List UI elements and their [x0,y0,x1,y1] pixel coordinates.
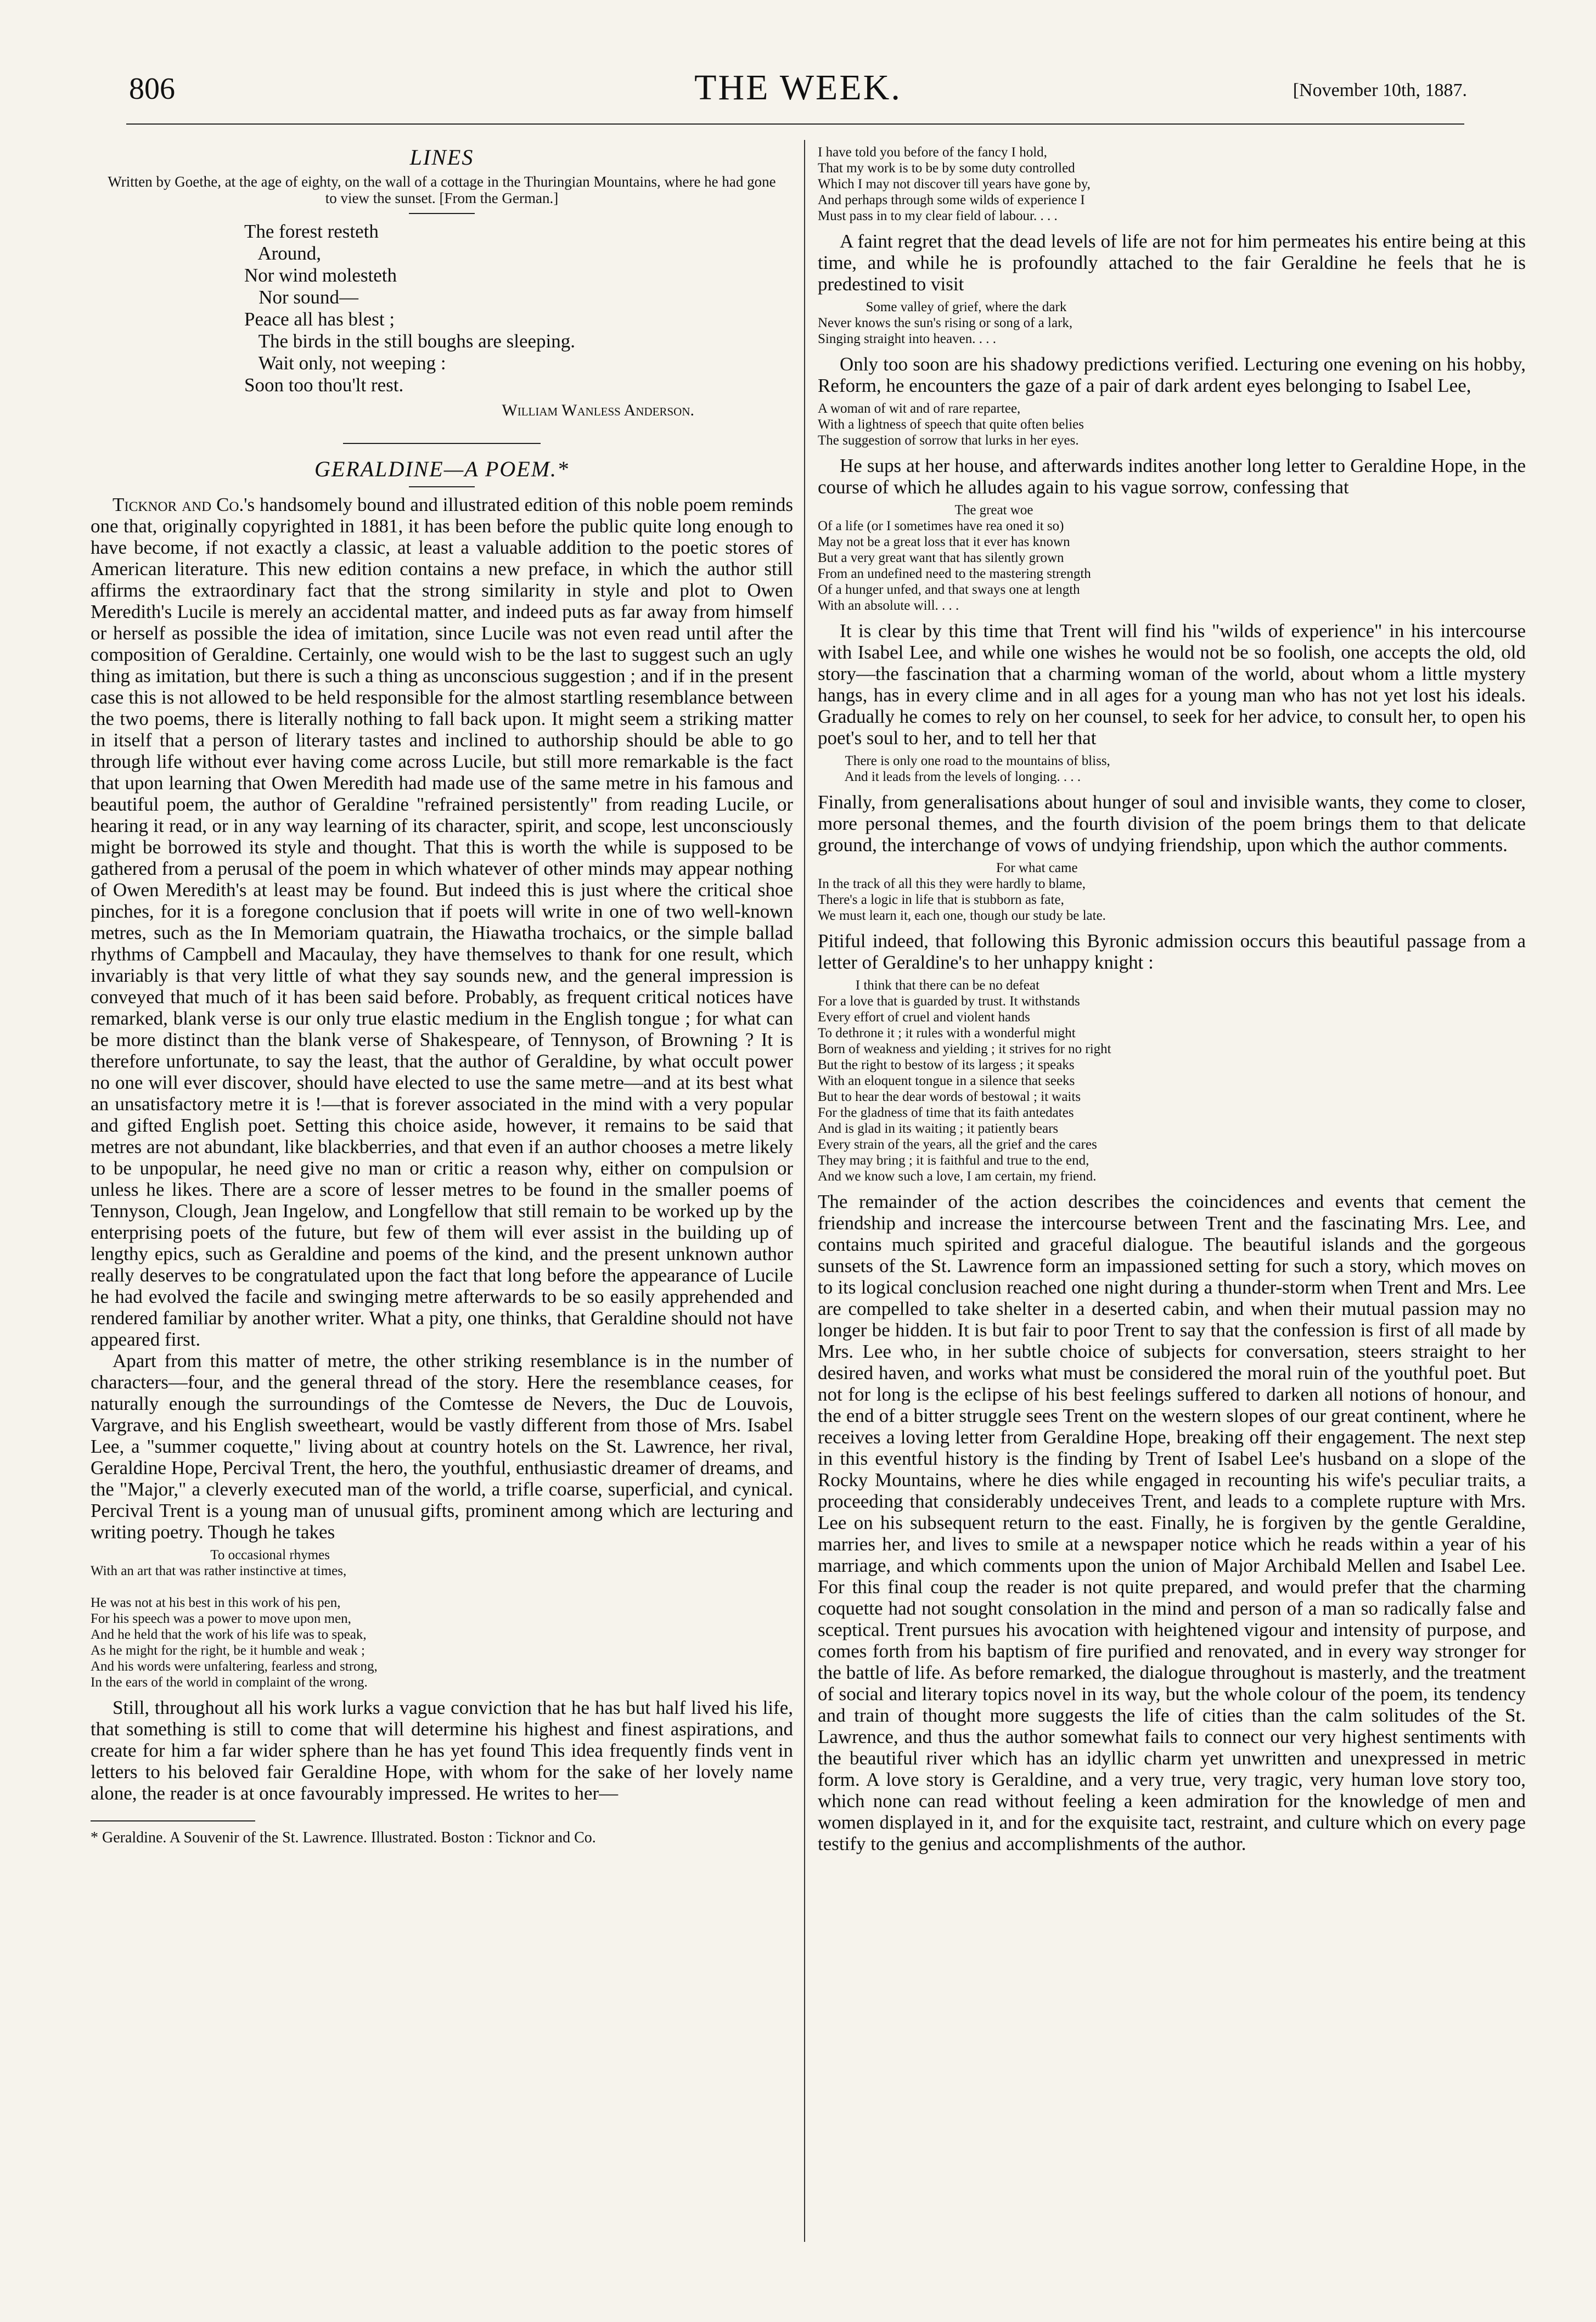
verse-line: To dethrone it ; it rules with a wonderful might [818,1026,1076,1041]
verse-line: From an undefined need to the mastering strength [818,566,1091,581]
verse-line: Must pass in to my clear field of labour. . . . [818,209,1058,223]
body-paragraph: Only too soon are his shadowy predictions verified. Lecturing one evening on his hobby, Reform, he encounters the gaze of a pair of dark ardent eyes belonging to Isabel Lee, [818,353,1526,396]
quoted-verse [818,753,1526,785]
review-title-rule [409,486,475,487]
section-rule [343,443,541,444]
verse-line: Of a hunger unfed, and that sways one at length [818,582,1080,597]
footnote: * Geraldine. A Souvenir of the St. Lawrence. Illustrated. Boston : Ticknor and Co. [91,1829,596,1846]
verse-line: We must learn it, each one, though our study be late. [818,908,1106,923]
quoted-verse [818,502,1526,614]
verse-line: Never knows the sun's rising or song of a lark, [818,316,1073,330]
lines-title: LINES [409,145,474,170]
column-divider [804,140,805,2242]
review-body-left [91,494,793,1804]
quoted-verse [818,860,1526,924]
quoted-verse [818,977,1526,1184]
poem-line: The forest resteth [244,221,379,242]
verse-line [91,1579,793,1595]
verse-line: With an art that was rather instinctive at times, [91,1564,347,1578]
verse-line: Singing straight into heaven. . . . [818,331,996,346]
lead-in: Ticknor and Co. [113,494,244,515]
poem-line: Nor sound— [244,286,359,308]
verse-line: And perhaps through some wilds of experience I [818,193,1085,207]
verse-line: With a lightness of speech that quite often belies [818,417,1084,432]
body-paragraph: He sups at her house, and afterwards indites another long letter to Geraldine Hope, in the course of which he alludes again to his vague sorrow, confessing that [818,455,1526,498]
body-paragraph: Finally, from generalisations about hunger of soul and invisible wants, they come to closer, more personal themes, and the fourth division of the poem brings them to that delicate ground, the interchange of vows of undying friendship, upon which the author comments. [818,791,1526,856]
lines-rule [409,213,475,214]
poem-line: Nor wind molesteth [244,265,397,286]
body-paragraph: Still, throughout all his work lurks a vague conviction that he has but half lived his life, that something is still to come that will determine his highest and finest aspirations, and create for him a far wider sphere than he has yet found This idea frequently finds vent in letters to his beloved fair Geraldine Hope, with whom for the sake of her lovely name alone, the reader is at once favourably impressed. He writes to her— [91,1697,793,1804]
poem-line: Peace all has blest ; [244,308,395,330]
poem-line: Wait only, not weeping : [244,352,446,374]
verse-line: I think that there can be no defeat [818,978,1040,993]
body-paragraph: Pitiful indeed, that following this Byronic admission occurs this beautiful passage from a letter of Geraldine's to her unhappy knight : [818,930,1526,973]
verse-line: As he might for the right, be it humble and weak ; [91,1643,365,1658]
paragraph-text: 's handsomely bound and illustrated edition of this noble poem reminds one that, originally copyrighted in 1881, it has been before the public quite long enough to have become, if not exactly a classic, at least a valuable addition to the poetic stores of American literature. This new edition contains a new preface, in which the author still affirms the extraordinary fact that the strong similarity in style and plot to Owen Meredith's Lucile is merely an accidental matter, and indeed puts as far away from himself or herself as possible the idea of imitation, since Lucile was not even read until after the composition of Geraldine. Certainly, one would wish to be the last to suggest such an ugly thing as imitation, but there is such a thing as unconscious suggestion ; and if in the present case this is not allowed to be held responsible for the almost startling resemblance between the two poems, there is literally nothing to fall back upon. It might seem a striking matter in itself that a person of literary tastes and inclined to authorship should be able to go through life without ever having come across Lucile, but still more remarkable is the fact that upon learning that Owen Meredith had made use of the same metre in his famous and beautiful poem, the author of Geraldine "refrained persistently" from reading Lucile, or hearing it read, or in any way learning of its character, spirit, and scope, lest unconsciously might be borrowed its style and thought. That this is worth the while is supposed to be gathered from a perusal of the poem in which whatever of other minds may appear nothing of Owen Meredith's at least may be found. But indeed this is just where the critical shoe pinches, for it is a foregone conclusion that if poets will write in one of two well-known metres, such as the In Memoriam quatrain, the Hiawatha trochaics, or the simple ballad rhythms of Campbell and Macaulay, they have themselves to thank for one result, which invariably is that very little of what they say sounds new, and the general impression is conveyed that much of it has been said before. Probably, as frequent critical notices have remarked, blank verse is our only true elastic medium in the English tongue ; for what can be more distinct than the blank verse of Shakespeare, of Tennyson, of Browning ? It is therefore unfortunate, to say the least, that the author of Geraldine, by what occult power no one will ever discover, should have elected to use the same metre—and at its best what an unsatisfactory metre it is !—that is forever associated in the mind with a very popular and gifted English poet. Setting this choice aside, however, it remains to be said that metres are not abundant, like blackberries, and that even if an author chooses a metre likely to be unpopular, he need give no man or critic a reason why, either on compulsion or unless he likes. There are a score of lesser metres to be found in the smaller poems of Tennyson, Clough, Jean Ingelow, and Longfellow that still remain to be worked up by the enterprising poets of the future, but few of them will ever assist in the building up of lengthy epics, such as Geraldine and poems of the kind, and the present unknown author really deserves to be congratulated upon the fact that long before the appearance of Lucile he had evolved the facile and swinging metre afterwards to be so easily apprehended and rendered familiar by another writer. What a pity, one thinks, that Geraldine should not have appeared first. [91,494,793,1350]
left-column [91,140,793,1847]
verse-line: The suggestion of sorrow that lurks in her eyes. [818,433,1079,448]
quoted-verse [818,144,1526,224]
verse-line: Of a life (or I sometimes have rea oned it so) [818,519,1064,533]
verse-line: Born of weakness and yielding ; it strives for no right [818,1042,1111,1056]
review-title: GERALDINE—A POEM.* [314,457,570,481]
quoted-verse [818,299,1526,347]
verse-line: In the ears of the world in complaint of the wrong. [91,1675,368,1690]
verse-line: But to hear the dear words of bestowal ; it waits [818,1089,1081,1104]
verse-line: The great woe [818,503,1033,518]
right-column [818,140,1526,1854]
verse-line: I have told you before of the fancy I hold, [818,145,1047,160]
verse-line: And he held that the work of his life was to speak, [91,1627,367,1642]
verse-line: Every effort of cruel and violent hands [818,1010,1030,1025]
verse-line: But the right to bestow of its largess ; it speaks [818,1058,1075,1072]
page-header [82,66,1514,121]
quoted-verse [91,1547,793,1690]
body-paragraph [91,494,793,1350]
verse-line: For the gladness of time that its faith antedates [818,1105,1074,1120]
page-number: 806 [129,72,175,106]
verse-line: With an eloquent tongue in a silence that seeks [818,1073,1075,1088]
verse-line: In the track of all this they were hardly to blame, [818,876,1086,891]
verse-line: He was not at his best in this work of his pen, [91,1595,341,1610]
verse-line: For his speech was a power to move upon men, [91,1611,351,1626]
verse-line: Some valley of grief, where the dark [818,300,1067,314]
quoted-verse [818,401,1526,448]
verse-line: And it leads from the levels of longing. . . . [818,769,1081,784]
body-paragraph: Apart from this matter of metre, the other striking resemblance is in the number of characters—four, and the general thread of the story. Here the resemblance ceases, for naturally enough the surroundings of the Comtesse de Nevers, the Duc de Louvois, Vargrave, and his English sweetheart, would be vastly different from those of Mrs. Isabel Lee, a "summer coquette," living about at country hotels on the St. Lawrence, her rival, Geraldine Hope, Percival Trent, the hero, the youthful, enthusiastic dreamer of dreams, and the "Major," a cleverly executed man of the world, a trifle coarse, superficial, and cynical. Percival Trent is a young man of unusual gifts, prominent among which are lecturing and writing poetry. Though he takes [91,1350,793,1543]
lines-subtitle: Written by Goethe, at the age of eighty, on the wall of a cottage in the Thuringian Mountains, where he had gone to view the sunset. [From the German.] [108,173,776,206]
poem-line: The birds in the still boughs are sleeping. [244,330,576,352]
verse-line: For a love that is guarded by trust. It withstands [818,994,1080,1009]
body-paragraph: The remainder of the action describes the coincidences and events that cement the friendship and increase the intercourse between Trent and the fascinating Mrs. Lee, and contains much spirited and graceful dialogue. The beautiful islands and the gorgeous sunsets of the St. Lawrence form an impassioned setting for such a story, which moves on to its logical conclusion reached one night during a thunder-storm when Trent and Mrs. Lee are compelled to take shelter in a deserted cabin, and when their mutual passion may no longer be hidden. It is but fair to poor Trent to say that the confession is first of all made by Mrs. Lee who, in her subtle choice of subjects for conversation, steers straight to her desired haven, and works what must be considered the moral ruin of the youthful poet. But not for long is the eclipse of his best feelings suffered to darken all notions of honour, and the end of a bitter struggle sees Trent on the western slopes of our great continent, where he receives a loving letter from Geraldine Hope, breaking off their engagement. The next step in this eventful history is the finding by Trent of Isabel Lee's husband on a slope of the Rocky Mountains, where he dies while engaged in recounting his wife's peculiar traits, a proceeding that considerably undeceives Trent, and leads to a complete rupture with Mrs. Lee on his subsequent return to the east. Finally, he is forgiven by the gentle Geraldine, marries her, and lives to smile at a newspaper notice which he reads within a year of his marriage, and which comments upon the union of Major Archibald Mellen and Isabel Lee. For this final coup the reader is not quite prepared, and would prefer that the charming coquette had not sought consolation in the mind and person of a man so radically false and sceptical. Trent pursues his avocation with heightened vigour and intensity of purpose, and comes forth from his baptism of fire purified and renovated, and in every way stronger for the battle of life. As before remarked, the dialogue throughout is masterly, and the treatment of social and literary topics novel in its way, but the whole colour of the poem, its tendency and train of thought more suggests the life of cities than the calm solitudes of the St. Lawrence, and thus the author somewhat fails to connect our very highest sentiments with the beautiful river which has an idyllic charm yet unwritten and unexpressed in metric form. A love story is Geraldine, and a very true, very tragic, very human love story too, which none can read without feeling a keen admiration for the knowledge of men and women displayed in it, and for the exquisite tact, restraint, and culture which on every page testify to the genius and accomplishments of the author. [818,1191,1526,1854]
verse-line: And is glad in its waiting ; it patiently bears [818,1121,1059,1136]
verse-line: May not be a great loss that it ever has known [818,535,1070,549]
verse-line: With an absolute will. . . . [818,598,959,613]
issue-date: [November 10th, 1887. [1292,80,1467,100]
verse-line: But a very great want that has silently grown [818,550,1064,565]
verse-line: There is only one road to the mountains of bliss, [818,754,1110,768]
verse-line: That my work is to be by some duty controlled [818,161,1075,176]
masthead-title: THE WEEK. [694,68,902,108]
poem-author: William Wanless Anderson. [502,401,694,419]
verse-line: There's a logic in life that is stubborn as fate, [818,892,1064,907]
body-paragraph: A faint regret that the dead levels of life are not for him permeates his entire being at this time, and while he is profoundly attached to the fair Geraldine he feels that he is predestined to visit [818,230,1526,295]
poem-line: Around, [244,243,321,264]
poem-line: Soon too thou'lt rest. [244,374,404,396]
review-body-right [818,144,1526,1854]
footnote-rule [91,1820,255,1821]
header-rule [126,123,1464,125]
verse-line: A woman of wit and of rare repartee, [818,401,1021,416]
verse-line: Which I may not discover till years have gone by, [818,177,1091,192]
verse-line: Every strain of the years, all the grief and the cares [818,1137,1097,1152]
verse-line: They may bring ; it is faithful and true to the end, [818,1153,1089,1168]
verse-line: And we know such a love, I am certain, my friend. [818,1169,1097,1184]
verse-line: To occasional rhymes [91,1548,330,1562]
verse-line: For what came [818,861,1078,875]
body-paragraph: It is clear by this time that Trent will find his "wilds of experience" in his intercourse with Isabel Lee, and while one wishes he would not be so foolish, one accepts the old, old story—the fascination that a charming woman of the world, about whom a little mystery hangs, has in every clime and in all ages for a young man who has not yet lost his ideals. Gradually he comes to rely on her counsel, to seek for her advice, to consult her, to open his poet's soul to her, and to tell her that [818,620,1526,749]
verse-line: And his words were unfaltering, fearless and strong, [91,1659,378,1674]
goethe-poem [244,221,793,396]
